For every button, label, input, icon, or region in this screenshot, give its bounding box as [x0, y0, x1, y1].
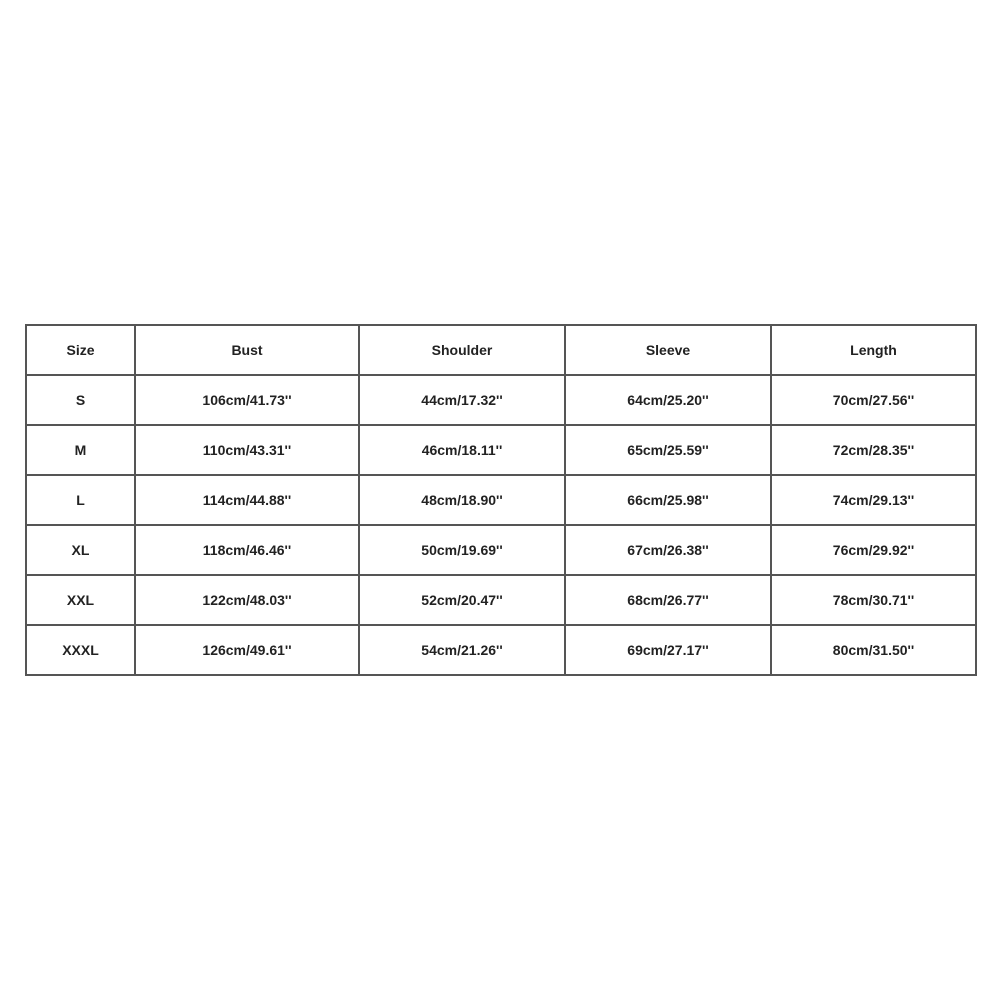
- cell-size: M: [26, 425, 135, 475]
- cell-sleeve: 65cm/25.59'': [565, 425, 771, 475]
- cell-sleeve: 66cm/25.98'': [565, 475, 771, 525]
- table-row: [26, 425, 976, 475]
- size-chart-table: [25, 324, 977, 676]
- cell-bust: 110cm/43.31'': [135, 425, 359, 475]
- cell-length: 72cm/28.35'': [771, 425, 976, 475]
- cell-length: 78cm/30.71'': [771, 575, 976, 625]
- cell-bust: 106cm/41.73'': [135, 375, 359, 425]
- cell-size: XXXL: [26, 625, 135, 675]
- header-length: Length: [771, 325, 976, 375]
- cell-shoulder: 48cm/18.90'': [359, 475, 565, 525]
- cell-sleeve: 67cm/26.38'': [565, 525, 771, 575]
- cell-shoulder: 52cm/20.47'': [359, 575, 565, 625]
- header-bust: Bust: [135, 325, 359, 375]
- cell-sleeve: 69cm/27.17'': [565, 625, 771, 675]
- cell-bust: 118cm/46.46'': [135, 525, 359, 575]
- cell-shoulder: 54cm/21.26'': [359, 625, 565, 675]
- cell-size: XL: [26, 525, 135, 575]
- cell-length: 74cm/29.13'': [771, 475, 976, 525]
- cell-size: XXL: [26, 575, 135, 625]
- cell-length: 76cm/29.92'': [771, 525, 976, 575]
- table-row: [26, 575, 976, 625]
- cell-size: L: [26, 475, 135, 525]
- table-row: [26, 475, 976, 525]
- header-row: [26, 325, 976, 375]
- table-row: [26, 525, 976, 575]
- table-row: [26, 625, 976, 675]
- cell-bust: 122cm/48.03'': [135, 575, 359, 625]
- cell-sleeve: 64cm/25.20'': [565, 375, 771, 425]
- table-row: [26, 375, 976, 425]
- cell-length: 70cm/27.56'': [771, 375, 976, 425]
- cell-bust: 114cm/44.88'': [135, 475, 359, 525]
- header-shoulder: Shoulder: [359, 325, 565, 375]
- cell-length: 80cm/31.50'': [771, 625, 976, 675]
- cell-sleeve: 68cm/26.77'': [565, 575, 771, 625]
- cell-size: S: [26, 375, 135, 425]
- cell-shoulder: 46cm/18.11'': [359, 425, 565, 475]
- cell-bust: 126cm/49.61'': [135, 625, 359, 675]
- header-size: Size: [26, 325, 135, 375]
- cell-shoulder: 50cm/19.69'': [359, 525, 565, 575]
- cell-shoulder: 44cm/17.32'': [359, 375, 565, 425]
- header-sleeve: Sleeve: [565, 325, 771, 375]
